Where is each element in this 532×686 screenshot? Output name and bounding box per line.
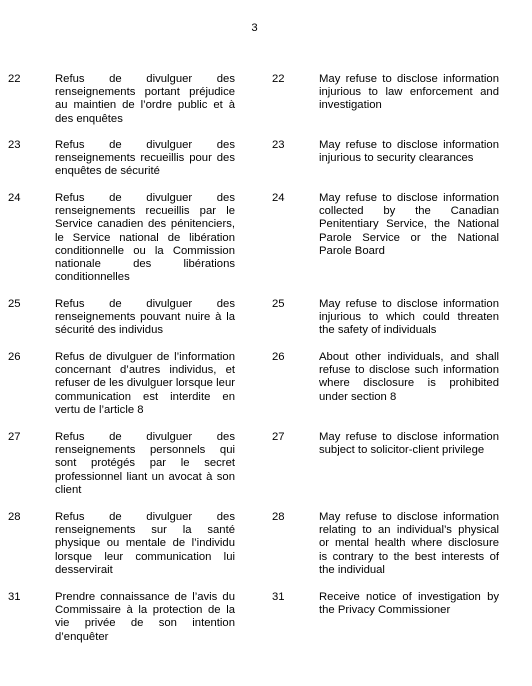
section-number-fr: 31 [8, 591, 21, 603]
section-number-en: 24 [272, 192, 285, 204]
section-text-fr: Prendre connaissance de l’avis du Commissaire à la protection de la vie privée de son intention d’enquêter [55, 591, 235, 643]
section-text-en: May refuse to disclose information injurious to which could threaten the safety of individuals [319, 298, 499, 337]
section-number-en: 23 [272, 139, 285, 151]
section-number-fr: 23 [8, 139, 21, 151]
section-number-en: 22 [272, 73, 285, 85]
section-text-en: May refuse to disclose information collected by the Canadian Penitentiary Service, the National Parole Service or the National Parole Board [319, 192, 499, 257]
section-number-fr: 22 [8, 73, 21, 85]
section-text-fr: Refus de divulguer des renseignements recueillis par le Service canadien des pénitenciers, le Service national de libération conditionnelle ou la Commission nationale des libérations conditionnelles [55, 192, 235, 284]
section-number-fr: 28 [8, 511, 21, 523]
section-number-fr: 24 [8, 192, 21, 204]
section-text-fr: Refus de divulguer des renseignements portant préjudice au maintien de l’ordre public et à des enquêtes [55, 73, 235, 125]
section-number-en: 28 [272, 511, 285, 523]
section-number-fr: 25 [8, 298, 21, 310]
section-text-fr: Refus de divulguer des renseignements pouvant nuire à la sécurité des individus [55, 298, 235, 337]
section-text-fr: Refus de divulguer des renseignements sur la santé physique ou mentale de l’individu lorsque leur communication lui desservirait [55, 511, 235, 576]
section-text-en: May refuse to disclose information injurious to law enforcement and investigation [319, 73, 499, 112]
section-text-en: May refuse to disclose information relating to an individual’s physical or mental health where disclosure is contrary to the best interests of the individual [319, 511, 499, 576]
section-text-fr: Refus de divulguer des renseignements personnels qui sont protégés par le secret professionnel liant un avocat à son client [55, 431, 235, 496]
section-number-en: 31 [272, 591, 285, 603]
section-text-en: Receive notice of investigation by the Privacy Commissioner [319, 591, 499, 617]
section-text-en: May refuse to disclose information subject to solicitor-client privilege [319, 431, 499, 457]
page-number: 3 [251, 22, 258, 34]
section-number-en: 26 [272, 351, 285, 363]
section-text-fr: Refus de divulguer de l’information concernant d’autres individus, et refuser de les divulguer lorsque leur communication est interdite en vertu de l’article 8 [55, 351, 235, 416]
section-text-en: About other individuals, and shall refuse to disclose such information where disclosure is prohibited under section 8 [319, 351, 499, 403]
section-number-fr: 26 [8, 351, 21, 363]
section-number-en: 25 [272, 298, 285, 310]
section-number-en: 27 [272, 431, 285, 443]
section-text-fr: Refus de divulguer des renseignements recueillis pour des enquêtes de sécurité [55, 139, 235, 178]
section-text-en: May refuse to disclose information injurious to security clearances [319, 139, 499, 165]
section-number-fr: 27 [8, 431, 21, 443]
